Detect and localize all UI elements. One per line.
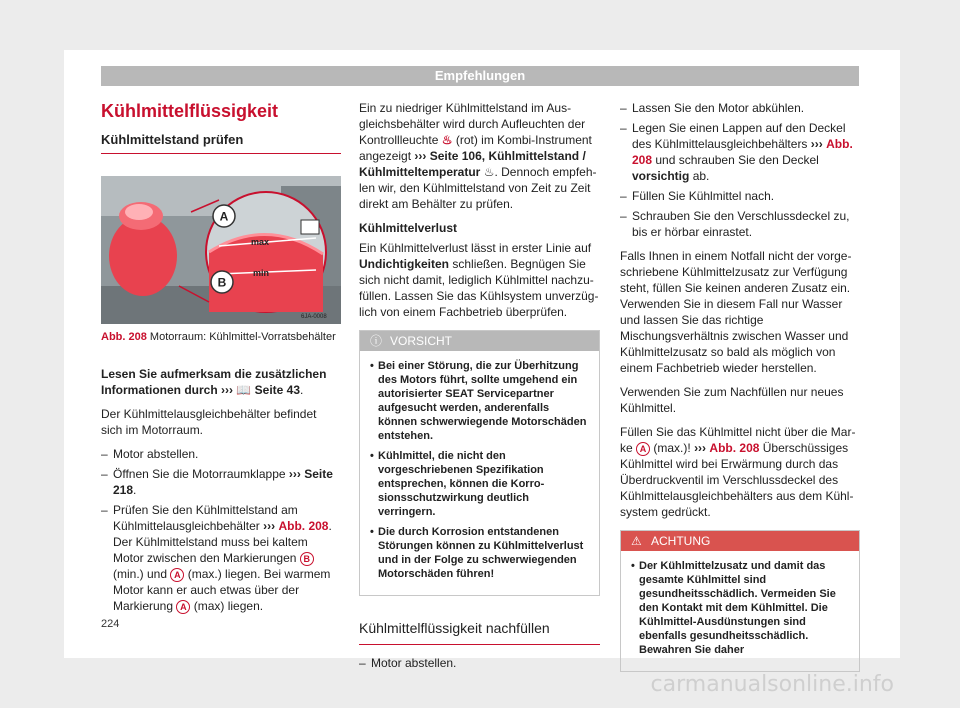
- list-item: – Schrauben Sie den Verschlussdeckel zu, bis er hörbar einrastet.: [620, 208, 860, 240]
- marker-b: B: [300, 552, 314, 566]
- subheading: Kühlmittelverlust: [359, 221, 458, 235]
- list-item: – Motor abstellen.: [359, 655, 600, 671]
- page-header: Empfehlungen: [101, 66, 859, 86]
- figure-caption-label: Abb. 208: [101, 331, 147, 343]
- caution-item: • Bei einer Störung, die zur Überhitzung des Motors führt, sollte umgehend ein autorisierter SEAT Servicepartner aufgesucht werden, anderenfalls können schwerwiegende Motorschäden entstehen.: [370, 359, 589, 443]
- figure-label-b: B: [217, 275, 227, 290]
- figure-code: 6JA-0008: [301, 314, 327, 320]
- warning-triangle-icon: ⚠: [631, 534, 642, 548]
- paragraph: Verwenden Sie zum Nachfüllen nur neues Kühlmittel.: [620, 385, 844, 415]
- column-middle: [359, 100, 600, 679]
- subsection-title: Kühlmittelstand prüfen: [101, 132, 341, 154]
- list-item: – Legen Sie einen Lappen auf den Deckel des Kühlmittelausgleichbehälters ››› Abb. 208 und schrauben Sie den Deckel vorsichtig ab.: [620, 120, 860, 184]
- figure-coolant-reservoir: [101, 176, 341, 324]
- page-number: 224: [101, 618, 120, 630]
- caution-item: • Die durch Korrosion entstandenen Störungen können zu Kühlmittelverlust und in der Folge zu schwerwiegenden Motorschäden führen!: [370, 525, 589, 581]
- column-right: [620, 100, 860, 686]
- column-left: [101, 100, 341, 622]
- steps-list: [620, 100, 860, 240]
- caution-item: • Kühlmittel, die nicht den vorgeschriebenen Spezifikation entsprechen, können die Korrosionsschutzwirkung deutlich verringern.: [370, 449, 589, 519]
- coolant-reservoir-illustration: [101, 176, 341, 324]
- paragraph: Ein zu niedriger Kühlmittelstand im Ausgleichsbehälter wird durch Aufleuchten der Kontrollleuchte ♨ (rot) im Kombi-Instrument angezeigt ››› Seite 106, Kühlmittelstand / Kühlmitteltemperatur ♨. Dennoch empfehlen wir, den Kühlmittelstand von Zeit zu Zeit direkt am Behälter zu prüfen.: [359, 101, 597, 211]
- figure-reference-link[interactable]: Abb. 208: [632, 137, 853, 167]
- list-item: – Motor abstellen.: [101, 446, 341, 462]
- list-item: – Füllen Sie Kühlmittel nach.: [620, 188, 860, 204]
- info-icon: 📖: [236, 383, 252, 397]
- caution-body: [360, 351, 599, 595]
- page-reference-link[interactable]: Seite 218: [113, 467, 333, 497]
- paragraph: Ein Kühlmittelverlust lässt in erster Linie auf Undichtigkeiten schließen. Begnügen Sie sich nicht damit, lediglich Kühlmittel nachzufüllen. Lassen Sie das Kühlsystem unverzüglich von einem Fachbetrieb überprüfen.: [359, 241, 599, 319]
- section-heading: Kühlmittelflüssigkeit nachfüllen: [359, 620, 600, 645]
- steps-list: [101, 446, 341, 614]
- list-item: – Lassen Sie den Motor abkühlen.: [620, 100, 860, 116]
- marker-a: A: [636, 442, 650, 456]
- warning-box: [620, 530, 860, 672]
- section-title: Kühlmittelflüssigkeit: [101, 101, 279, 121]
- figure-caption-text: Motorraum: Kühlmittel-Vorratsbehälter: [149, 331, 336, 343]
- intro-paragraph: Lesen Sie aufmerksam die zusätzlichen Informationen durch ››› 📖 Seite 43.: [101, 367, 327, 397]
- warning-item: • Der Kühlmittelzusatz und damit das gesamte Kühlmittel sind gesundheitsschädlich. Vermeiden Sie den Kontakt mit dem Kühlmittel. Die Kühlmittel-Ausdünstungen sind ebenfalls gesundheitsschädlich. Bewahren Sie daher: [631, 559, 849, 657]
- figure-reference-link[interactable]: Abb. 208: [278, 519, 329, 533]
- figure-label-a: A: [219, 209, 229, 224]
- figure-max-text: max: [251, 237, 270, 247]
- reference-arrows: ›››: [221, 383, 234, 397]
- warning-header: ⚠ ACHTUNG: [621, 531, 859, 551]
- warning-body: [621, 551, 859, 671]
- watermark: carmanualsonline.info: [650, 672, 894, 697]
- figure-reference-link[interactable]: Abb. 208: [709, 441, 760, 455]
- info-circle-icon: ⓘ: [370, 334, 383, 348]
- marker-a: A: [170, 568, 184, 582]
- marker-a: A: [176, 600, 190, 614]
- list-item: – Öffnen Sie die Motorraumklappe ››› Seite 218.: [101, 466, 341, 498]
- coolant-warning-icon: ♨: [441, 133, 453, 147]
- paragraph: Falls Ihnen in einem Notfall nicht der vorgeschriebene Kühlmittelzusatz zur Verfügung steht, füllen Sie keinen anderen Zusatz ein. Verwenden Sie in diesem Fall nur Wasser und lassen Sie das richtige Mischungsverhältnis zwischen Wasser und Kühlmittelzusatz so bald als möglich von einem Fachbetrieb wieder herstellen.: [620, 249, 852, 375]
- list-item: – Prüfen Sie den Kühlmittelstand am Kühlmittelausgleichbehälter ››› Abb. 208. Der Kühlmittelstand muss bei kaltem Motor zwischen den Markierungen B (min.) und A (max.) liegen. Bei warmem Motor kann er auch etwas über der Markierung A (max) liegen.: [101, 502, 341, 614]
- paragraph: Der Kühlmittelausgleichbehälter befindet sich im Motorraum.: [101, 407, 317, 437]
- coolant-temperature-icon: ♨: [483, 165, 495, 179]
- steps-list: [359, 655, 600, 671]
- paragraph: Füllen Sie das Kühlmittel nicht über die Marke A (max.)! ››› Abb. 208 Überschüssiges Kühlmittel wird bei Erwärmung durch das Überdruckventil im Verschlussdeckel des Kühlmittelausgleichbehälters aus dem Kühlsystem gedrückt.: [620, 425, 856, 519]
- figure-caption: [101, 330, 341, 344]
- caution-header: ⓘ VORSICHT: [360, 331, 599, 351]
- caution-box: [359, 330, 600, 596]
- figure-min-text: min: [253, 268, 270, 278]
- intro-text: Lesen Sie aufmerksam die zusätzlichen Informationen durch: [101, 367, 327, 397]
- page-reference-link[interactable]: Seite 106, Kühlmittelstand / Kühlmitteltemperatur: [359, 149, 586, 179]
- page-reference-link[interactable]: Seite 43: [254, 383, 301, 397]
